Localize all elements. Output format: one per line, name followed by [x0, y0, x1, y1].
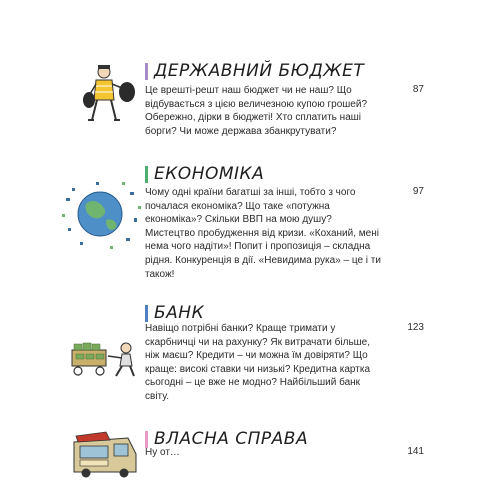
toc-heading	[145, 164, 264, 184]
exploding-globe-icon	[60, 178, 142, 250]
section-description: Навіщо потрібні банки? Краще тримати у скарбничці чи на рахунку? Як витрачати більше, ніж маєш? Кредити – чи можна їм довіряти? Що краще: високі ставки чи низькі? Кредитна картка сьогодні – це вже не модно? Найбільший банк світу.	[145, 323, 371, 402]
section-accent-bar	[145, 305, 148, 322]
section-description: Ну от…	[145, 447, 180, 458]
person-with-trash-bags-icon	[82, 62, 138, 124]
section-title: БАНК	[154, 303, 205, 323]
toc-heading	[145, 61, 364, 81]
section-title: ДЕРЖАВНИЙ БЮДЖЕТ	[154, 61, 365, 81]
section-accent-bar	[145, 63, 148, 80]
section-description: Це врешті-решт наш бюджет чи не наш? Що відбувається з цією величезною купою грошей? Обережно, дірки в бюджеті! Хто сплатить наші борги? Чи може держава збанкрутувати?	[145, 85, 368, 137]
toc-heading	[145, 303, 204, 323]
section-accent-bar	[145, 431, 148, 448]
section-accent-bar	[145, 166, 148, 183]
page-number: 87	[412, 84, 424, 95]
section-title: ВЛАСНА СПРАВА	[154, 429, 309, 449]
section-title: ЕКОНОМІКА	[154, 164, 265, 184]
food-truck-icon	[70, 428, 142, 478]
page-number: 141	[407, 446, 424, 457]
page-number: 123	[407, 322, 424, 333]
section-description: Чому одні країни багатші за інші, тобто з чого почалася економіка? Що таке «потужна економіка»? Скільки ВВП на мою душу? Мистецтво пробудження від кризи. «Коханий, мені нема чого надіти»! Попит і пропозиція – складна рідня. Конкуренція в дії. «Невидима рука» – це і ти також!	[145, 187, 381, 280]
person-pushing-money-cart-icon	[70, 340, 140, 378]
page-number: 97	[412, 186, 424, 197]
